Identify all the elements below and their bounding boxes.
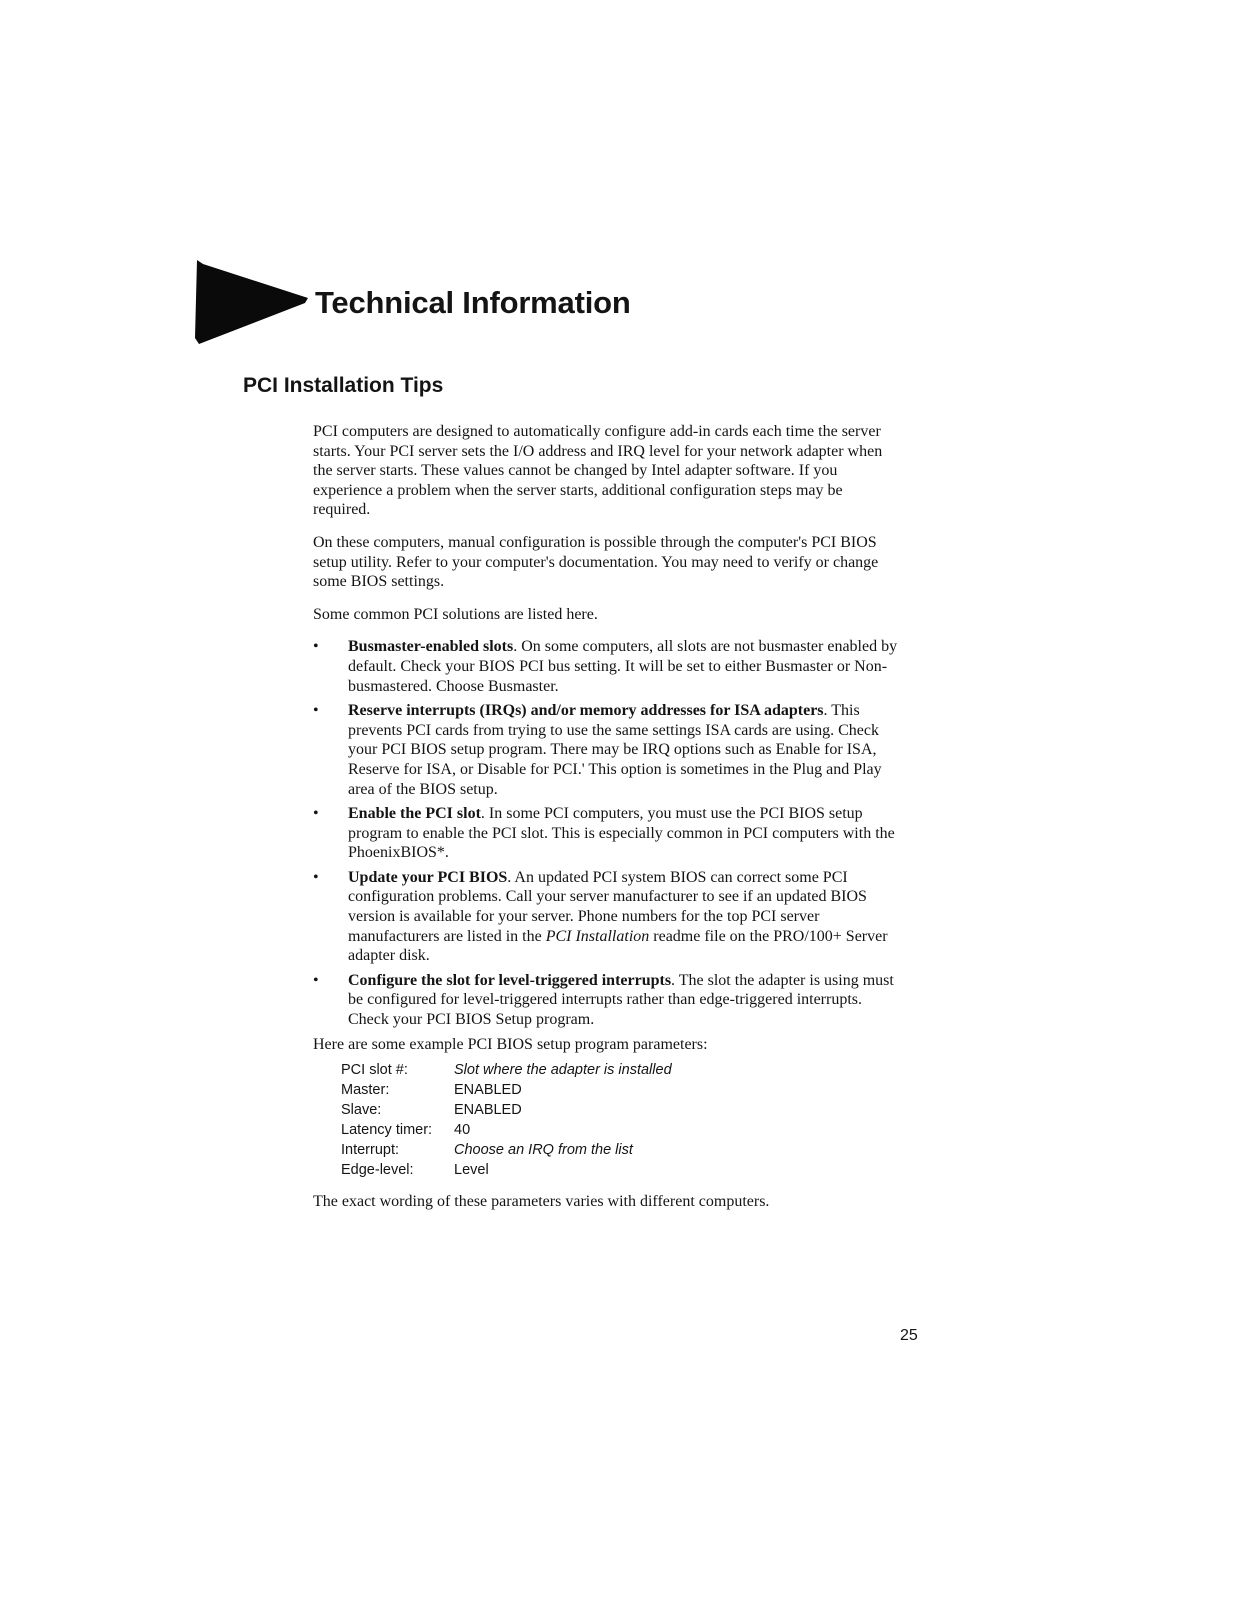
- tips-list: [313, 637, 903, 1029]
- tip-term: Enable the PCI slot: [348, 805, 481, 823]
- page-number: 25: [900, 1327, 918, 1344]
- param-value: Level: [454, 1162, 489, 1179]
- param-value: ENABLED: [454, 1102, 522, 1119]
- bullet: •: [313, 868, 319, 886]
- param-label: Master:: [341, 1082, 390, 1099]
- params-intro: Here are some example PCI BIOS setup program parameters:: [313, 1035, 708, 1053]
- tip-text: . The slot the adapter is using must be configured for level-triggered interrupts rather than edge-triggered interrupts. Check your PCI BIOS Setup program.: [348, 971, 894, 1029]
- tip-term: Update your PCI BIOS: [348, 868, 508, 886]
- section-title: PCI Installation Tips: [243, 374, 444, 397]
- param-label: PCI slot #:: [341, 1062, 408, 1079]
- list-item: [313, 701, 903, 799]
- manual-config-paragraph: On these computers, manual configuration is possible through the computer's PCI BIOS setup utility. Refer to your computer's documentation. You may need to verify or change some BIOS settings.: [313, 533, 879, 591]
- doc-title-reference: PCI Installation: [545, 927, 650, 945]
- parameters-table: [341, 1060, 903, 1180]
- bullet: •: [313, 805, 319, 823]
- tip-text: . In some PCI computers, you must use the PCI BIOS setup program to enable the PCI slot. This is especially common in PCI computers with the PhoenixBIOS*.: [348, 805, 895, 862]
- tip-term: Configure the slot for level-triggered interrupts: [348, 971, 672, 989]
- table-row: [341, 1120, 903, 1140]
- list-item: [313, 637, 903, 696]
- list-item: [313, 868, 903, 966]
- list-item: [313, 804, 903, 863]
- bullet: •: [313, 971, 319, 989]
- table-row: [341, 1060, 903, 1080]
- common-solutions-paragraph: Some common PCI solutions are listed here.: [313, 605, 598, 623]
- param-label: Edge-level:: [341, 1162, 414, 1179]
- tip-text: . An updated PCI system BIOS can correct some PCI configuration problems. Call your server manufacturer to see if an updated BIOS version is available for your server. Phone numbers for the top PCI server manufacturers are listed in the: [348, 868, 867, 945]
- tip-term: Reserve interrupts (IRQs) and/or memory addresses for ISA adapters: [348, 702, 824, 720]
- arrow-right-icon: [193, 258, 308, 346]
- tip-text-after: readme file on the PRO/100+ Server adapter disk.: [348, 927, 888, 965]
- param-label: Interrupt:: [341, 1142, 400, 1159]
- table-row: [341, 1100, 903, 1120]
- table-row: [341, 1080, 903, 1100]
- table-row: [341, 1160, 903, 1180]
- chapter-title: Technical Information: [315, 285, 631, 320]
- param-value: 40: [454, 1122, 471, 1139]
- intro-paragraph: PCI computers are designed to automatically configure add-in cards each time the server starts. Your PCI server sets the I/O address and IRQ level for your network adapter when the server starts. These values cannot be changed by Intel adapter software. If you experience a problem when the server starts, additional configuration steps may be required.: [313, 423, 883, 519]
- body-text: [313, 422, 903, 1225]
- param-value: Slot where the adapter is installed: [454, 1062, 672, 1079]
- tip-text: . On some computers, all slots are not busmaster enabled by default. Check your BIOS PCI bus setting. It will be set to either Busmaster or Non-busmastered. Choose Busmaster.: [348, 638, 898, 695]
- closing-paragraph: The exact wording of these parameters varies with different computers.: [313, 1193, 770, 1211]
- bullet: •: [313, 702, 319, 720]
- table-row: [341, 1140, 903, 1160]
- tip-term: Busmaster-enabled slots: [348, 638, 514, 656]
- param-value: ENABLED: [454, 1082, 522, 1099]
- tip-text: . This prevents PCI cards from trying to use the same settings ISA cards are using. Check your PCI BIOS setup program. There may be IRQ options such as Enable for ISA, Reserve for ISA, or Disable for PCI.' This option is sometimes in the Plug and Play area of the BIOS setup.: [348, 702, 882, 798]
- param-label: Latency timer:: [341, 1122, 433, 1139]
- param-value: Choose an IRQ from the list: [454, 1142, 633, 1159]
- param-label: Slave:: [341, 1102, 382, 1119]
- bullet: •: [313, 638, 319, 656]
- list-item: [313, 971, 903, 1030]
